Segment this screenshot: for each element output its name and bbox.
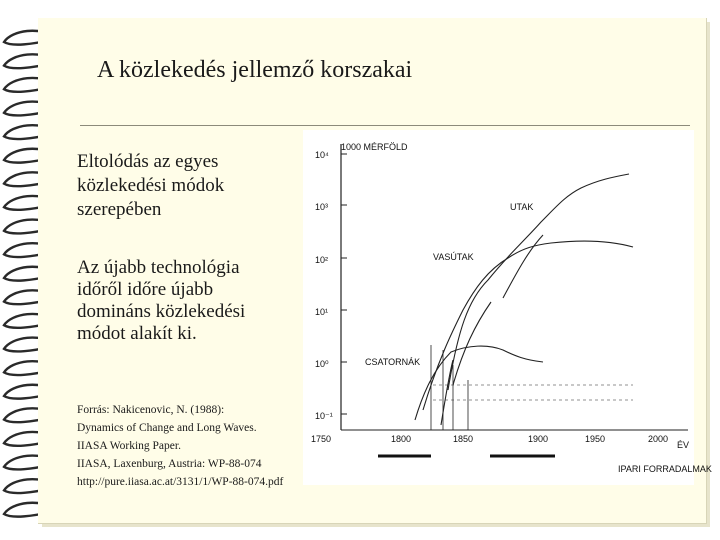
x-tick: 1800 bbox=[391, 434, 412, 444]
bullet-line: időről időre újabb bbox=[77, 279, 214, 300]
bullet-line: domináns közlekedési bbox=[77, 301, 246, 322]
figure-image bbox=[303, 130, 712, 485]
source-line: Forrás: Nakicenovic, N. (1988): bbox=[77, 404, 225, 416]
series-label-railways: VASÚTAK bbox=[433, 252, 474, 262]
y-tick: 10⁴ bbox=[315, 150, 329, 160]
source-line: IIASA Working Paper. bbox=[77, 440, 181, 452]
bullet-shift-in-modes bbox=[77, 150, 287, 222]
x-tick: 1750 bbox=[311, 434, 332, 444]
source-line: IIASA, Laxenburg, Austria: WP-88-074 bbox=[77, 458, 262, 470]
bullet-line: szerepében bbox=[77, 199, 162, 220]
bullet-line: közlekedési módok bbox=[77, 175, 225, 196]
bullet-line: módot alakít ki. bbox=[77, 323, 197, 344]
series-label-roads: UTAK bbox=[510, 202, 534, 212]
y-tick: 10² bbox=[315, 255, 329, 265]
y-tick: 10¹ bbox=[315, 307, 329, 317]
source-citation bbox=[77, 401, 307, 491]
transport-network-figure bbox=[303, 130, 712, 485]
bullet-line: Az újabb technológia bbox=[77, 257, 240, 278]
source-line: Dynamics of Change and Long Waves. bbox=[77, 422, 257, 434]
x-tick: 1850 bbox=[453, 434, 474, 444]
series-label-canals: CSATORNÁK bbox=[365, 357, 421, 367]
x-tick: 1950 bbox=[585, 434, 606, 444]
bullet-new-technology bbox=[77, 257, 292, 345]
x-tick: 1900 bbox=[528, 434, 549, 444]
title-divider bbox=[80, 125, 690, 126]
y-tick: 10³ bbox=[315, 202, 329, 212]
slide-title: A közlekedés jellemző korszakai bbox=[97, 57, 413, 83]
bullet-line: Eltolódás az egyes bbox=[77, 151, 219, 172]
x-tick: 2000 bbox=[648, 434, 669, 444]
x-axis-label: ÉV bbox=[677, 440, 690, 450]
figure-unit-label: 1000 MÉRFÖLD bbox=[341, 142, 408, 152]
y-tick: 10⁻¹ bbox=[315, 411, 333, 421]
y-tick: 10⁰ bbox=[315, 359, 329, 369]
figure-caption: IPARI FORRADALMAK bbox=[618, 464, 712, 474]
source-line: http://pure.iiasa.ac.at/3131/1/WP-88-074.pdf bbox=[77, 476, 284, 488]
